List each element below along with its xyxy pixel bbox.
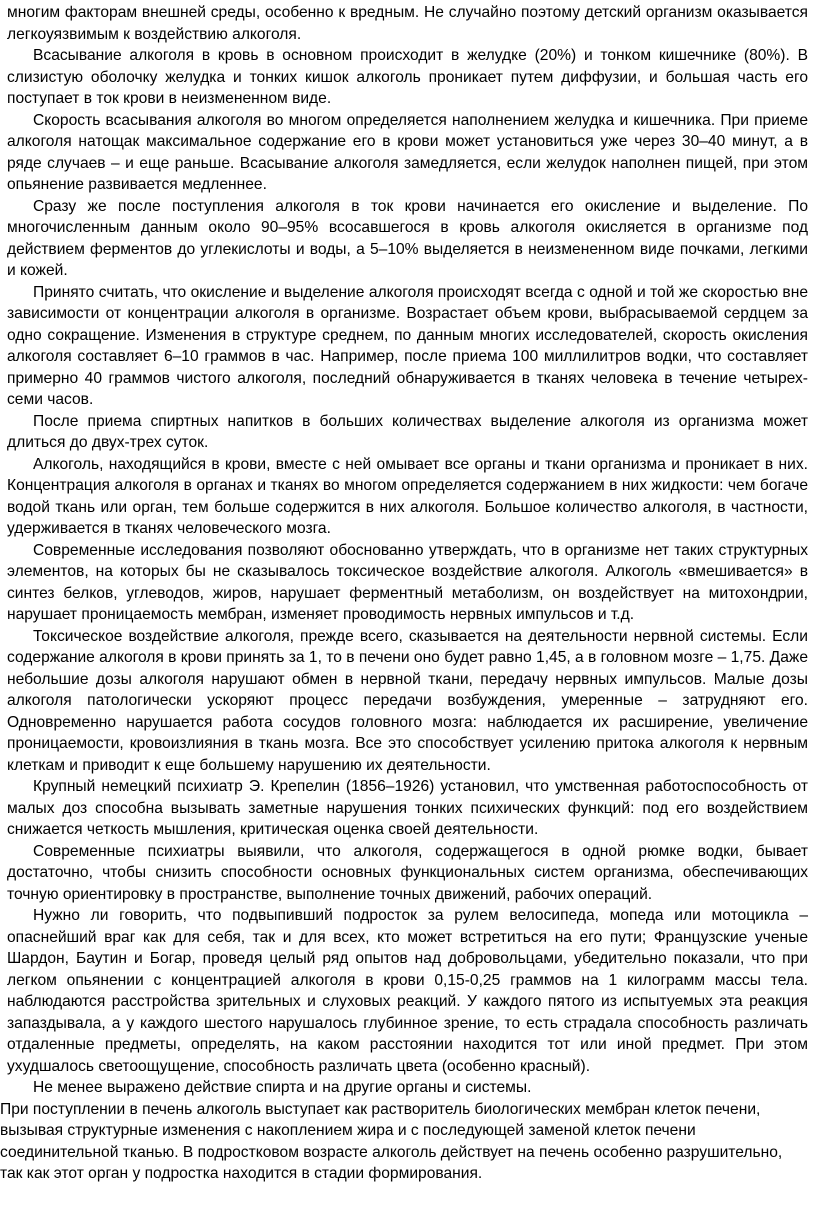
paragraph-14: При поступлении в печень алкоголь выступает как растворитель биологических мембран клеток печени, вызывая структурные изменения с накоплением жира и с последующей заменой клеток печени соединительной тканью. В подростковом возрасте алкоголь действует на печень особенно разрушительно, так как этот орган у подростка находится в стадии формирования. bbox=[0, 1100, 783, 1182]
paragraph-12: Нужно ли говорить, что подвыпивший подросток за рулем велосипеда, мопеда или мотоцикла – опаснейший враг как для себя, так и для всех, кто может встретиться на его пути; Французские ученые Шардон, Баутин и Богар, проведя целый ряд опытов над добровольцами, убедительно показали, что при легком опьянении с концентрацией алкоголя в крови 0,15-0,25 граммов на 1 килограмм массы тела. наблюдаются расстройства зрительных и слуховых реакций. У каждого пятого из испытуемых эта реакция запаздывала, а у каждого шестого нарушалось глубинное зрение, то есть страдала способность различать отдаленные предметы, определять, на каком расстоянии находится тот или иной предмет. При этом ухудшалось светоощущение, способность различать цвета (особенно красный). bbox=[7, 907, 808, 1075]
paragraph-5: Принято считать, что окисление и выделение алкоголя происходят всегда с одной и той же скоростью вне зависимости от концентрации алкоголя в организме. Возрастает объем крови, выбрасываемой сердцем за одно сокращение. Изменения в структуре среднем, по данным многих исследователей, скорость окисления алкоголя составляет 6–10 граммов в час. Например, после приема 100 миллилитров водки, что составляет примерно 40 граммов чистого алкоголя, последний обнаруживается в тканях человека в течение четырех-семи часов. bbox=[7, 283, 808, 408]
paragraph-3: Скорость всасывания алкоголя во многом определяется наполнением желудка и кишечника. При приеме алкоголя натощак максимальное содержание его в крови может установиться уже через 30–40 минут, а в ряде случаев – и еще раньше. Всасывание алкоголя замедляется, если желудок наполнен пищей, при этом опьянение развивается медленнее. bbox=[7, 111, 808, 193]
paragraph-2: Всасывание алкоголя в кровь в основном происходит в желудке (20%) и тонком кишечнике (80%). В слизистую оболочку желудка и тонких кишок алкоголь проникает путем диффузии, и большая часть его поступает в ток крови в неизмененном виде. bbox=[7, 47, 808, 107]
paragraph-11: Современные психиатры выявили, что алкоголя, содержащегося в одной рюмке водки, бывает достаточно, чтобы снизить способности основных функциональных систем организма, обеспечивающих точную ориентировку в пространстве, выполнение точных движений, рабочих операций. bbox=[7, 842, 808, 903]
paragraph-6: После приема спиртных напитков в больших количествах выделение алкоголя из организма может длиться до двух-трех суток. bbox=[7, 412, 808, 451]
paragraph-10: Крупный немецкий психиатр Э. Крепелин (1856–1926) установил, что умственная работоспособность от малых доз способна вызывать заметные нарушения тонких психических функций: под его воздействием снижается четкость мышления, критическая оценка своей деятельности. bbox=[7, 778, 808, 838]
paragraph-7: Алкоголь, находящийся в крови, вместе с ней омывает все органы и ткани организма и проникает в них. Концентрация алкоголя в органах и тканях во многом определяется содержанием в них жидкости: чем богаче водой ткань или орган, тем больше содержится в них алкоголя. Большое количество алкоголя, в частности, удерживается в тканях человеческого мозга. bbox=[7, 455, 808, 537]
paragraph-4: Сразу же после поступления алкоголя в ток крови начинается его окисление и выделение. По многочисленным данным около 90–95% всосавшегося в кровь алкоголя окисляется в организме под действием ферментов до углекислоты и воды, а 5–10% выделяется в неизмененном виде почками, легкими и кожей. bbox=[7, 197, 808, 279]
paragraph-8: Современные исследования позволяют обоснованно утверждать, что в организме нет таких структурных элементов, на которых бы не сказывалось токсическое воздействие алкоголя. Алкоголь «вмешивается» в синтез белков, углеводов, жиров, нарушает ферментный метаболизм, он воздействует на митохондрии, нарушает проницаемость мембран, изменяет проводимость нервных импульсов и т.д. bbox=[7, 541, 808, 623]
paragraph-13: Не менее выражено действие спирта и на другие органы и системы. bbox=[33, 1079, 532, 1096]
paragraph-9: Токсическое воздействие алкоголя, прежде всего, сказывается на деятельности нервной системы. Если содержание алкоголя в крови принять за 1, то в печени оно будет равно 1,45, а в головном мозге – 1,75. Даже небольшие дозы алкоголя нарушают обмен в нервной ткани, передачу нервных импульсов. Малые дозы алкоголя патологически ускоряют процесс передачи возбуждения, умеренные – затрудняют его. Одновременно нарушается работа сосудов головного мозга: наблюдается их расширение, увеличение проницаемости, кровоизлияния в ткань мозга. Все это способствует усилению притока алкоголя к нервным клеткам и приводит к еще большему нарушению их деятельности. bbox=[7, 627, 808, 774]
paragraph-1: многим факторам внешней среды, особенно к вредным. Не случайно поэтому детский организм оказывается легкоуязвимым к воздействию алкоголя. bbox=[7, 4, 808, 43]
document-page bbox=[0, 2, 808, 1185]
